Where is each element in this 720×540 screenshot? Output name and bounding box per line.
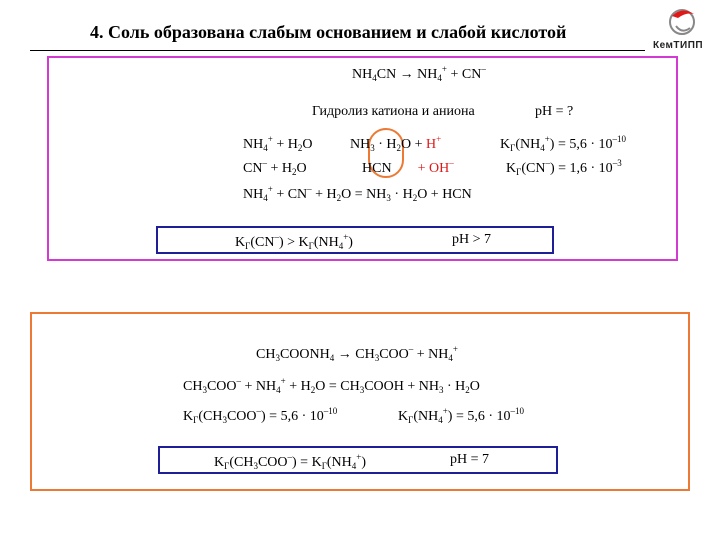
anion-hydrolysis-reactants: $CN^- + H_2O$ bbox=[243, 158, 307, 177]
conclusion-box-1 bbox=[156, 226, 554, 254]
constant-comparison-1: $K_Г(CN^-) > K_Г(NH_4^+)$ bbox=[235, 232, 353, 251]
acetate-hydrolysis-equation: $CH_3COO^- + NH_4^+ + H_2O$ = $CH_3COOH + NH_3 \cdot H_2O$ bbox=[183, 376, 480, 395]
hydrolysis-label: Гидролиз катиона и аниона bbox=[312, 104, 475, 119]
ph-result-1: рН > 7 bbox=[452, 232, 492, 247]
cation-hydrolysis-reactants: $NH_4^+ + H_2O$ bbox=[243, 134, 313, 153]
kg-cn-constant: $K_Г(CN^-) = 1,6 \cdot 10^{-3}$ bbox=[506, 158, 622, 177]
slide-title: 4. Соль образована слабым основанием и слабой кислотой bbox=[90, 22, 567, 42]
kg-acetate-constant: $K_Г(CH_3COO^-) = 5,6 \cdot 10^{-10}$ bbox=[183, 406, 338, 425]
cation-hydrolysis-products: $NH_3 \cdot H_2O + H^+$ bbox=[350, 134, 442, 153]
dissociation-equation-ch3coonh4: $CH_3COONH_4 \to CH_3COO^- + NH_4^+$ bbox=[256, 344, 458, 363]
logo-text: КемТИПП bbox=[653, 40, 704, 51]
constant-comparison-2: $K_Г(CH_3COO^-) = K_Г(NH_4^+)$ bbox=[214, 452, 367, 471]
ph-result-2: рН = 7 bbox=[450, 452, 490, 467]
dissociation-equation-nh4cn: $NH_4CN \to NH_4^+ + CN^-$ bbox=[352, 64, 486, 83]
anion-hydrolysis-products: HCN + OH– bbox=[362, 158, 454, 176]
overall-hydrolysis-equation: $NH_4^+ + CN^- + H_2O = NH_3 \cdot H_2O$ + HCN bbox=[243, 184, 472, 203]
kg-ammonium-constant: $K_Г(NH_4^+) = 5,6 \cdot 10^{-10}$ bbox=[398, 406, 525, 425]
kg-nh4-constant: $K_Г(NH_4^+) = 5,6 \cdot 10^{-10}$ bbox=[500, 134, 627, 153]
ph-question: рН = ? bbox=[535, 104, 574, 119]
title-underline bbox=[30, 50, 645, 51]
